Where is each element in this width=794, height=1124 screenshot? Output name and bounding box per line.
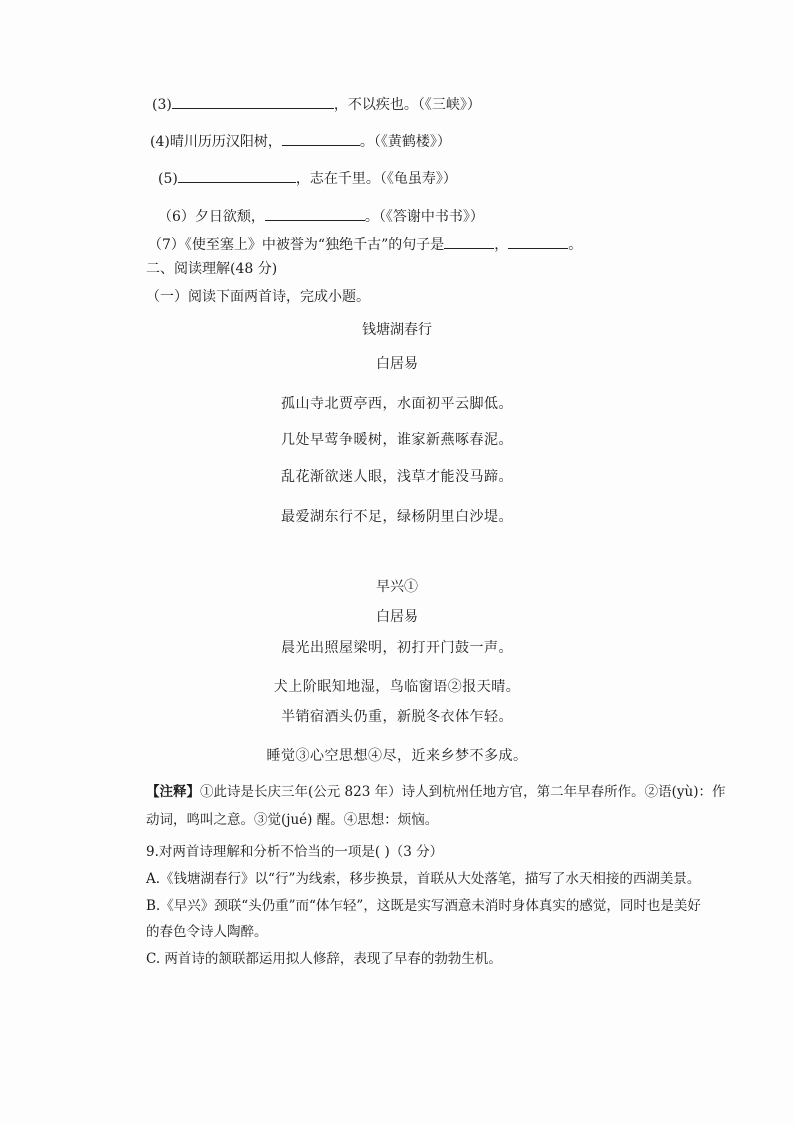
item-text: ，不以疾也。（《三峡》） bbox=[333, 97, 481, 113]
answer-blank[interactable] bbox=[508, 234, 568, 249]
poem2-line: 睡觉③心空思想④尽，近来乡梦不多成。 bbox=[266, 748, 528, 764]
poem2-line: 犬上阶眠知地湿，鸟临窗语②报天晴。 bbox=[273, 679, 521, 695]
sub-section-title: （一）阅读下面两首诗，完成小题。 bbox=[146, 289, 370, 305]
item-number: (4) bbox=[150, 134, 170, 150]
item-text: 。 bbox=[568, 237, 583, 253]
item-text: 晴川历历汉阳树， bbox=[169, 134, 282, 150]
item-number: (5) bbox=[158, 171, 178, 187]
answer-blank[interactable] bbox=[178, 168, 296, 183]
fill-blank-7 bbox=[148, 234, 582, 255]
item-text: 《使至塞上》中被誉为“独绝千古”的句子是 bbox=[184, 237, 445, 253]
answer-blank[interactable] bbox=[282, 131, 360, 146]
poem1-line: 乱花渐欲迷人眼，浅草才能没马蹄。 bbox=[281, 469, 513, 485]
poem2-line: 半销宿酒头仍重，新脱冬衣体乍轻。 bbox=[281, 709, 513, 725]
poem1-line: 孤山寺北贾亭西，水面初平云脚低。 bbox=[281, 396, 513, 412]
item-text: 。（《黄鹤楼》） bbox=[359, 134, 451, 150]
poem2-author: 白居易 bbox=[376, 609, 418, 625]
item-text: 夕日欲颓， bbox=[194, 209, 265, 225]
answer-blank[interactable] bbox=[172, 94, 334, 109]
fill-blank-5 bbox=[158, 168, 457, 189]
option-c[interactable]: C. 两首诗的颔联都运用拟人修辞，表现了早春的勃勃生机。 bbox=[146, 951, 502, 967]
annotation-continued: 动词，鸣叫之意。③觉(jué) 醒。④思想：烦恼。 bbox=[146, 812, 439, 828]
poem1-author: 白居易 bbox=[376, 356, 418, 372]
item-text: ，志在千里。（《龟虽寿》） bbox=[295, 171, 457, 187]
poem2-title: 早兴① bbox=[376, 579, 418, 595]
annotation-label: 【注释】 bbox=[146, 784, 200, 800]
poem1-title: 钱塘湖春行 bbox=[362, 322, 432, 338]
option-a[interactable]: A.《钱塘湖春行》以“行”为线索，移步换景，首联从大处落笔，描写了水天相接的西湖美景。 bbox=[146, 871, 701, 887]
item-number: （7） bbox=[148, 237, 185, 253]
item-text: 。（《答谢中书书》） bbox=[364, 209, 484, 225]
fill-blank-4 bbox=[150, 131, 451, 152]
poem2-line: 晨光出照屋梁明，初打开门鼓一声。 bbox=[281, 640, 513, 656]
option-b[interactable]: B.《早兴》颈联“头仍重”而“体乍轻”，这既是实写酒意未消时身体真实的感觉，同时也是美好 bbox=[146, 898, 701, 914]
option-b-continued: 的春色令诗人陶醉。 bbox=[146, 924, 268, 940]
item-text: ， bbox=[494, 237, 509, 253]
fill-blank-3 bbox=[152, 94, 481, 115]
item-number: （6） bbox=[158, 209, 195, 225]
section-title: 二、阅读理解(48 分) bbox=[146, 261, 278, 277]
item-number: (3) bbox=[152, 97, 172, 113]
annotation-text: ①此诗是长庆三年(公元 823 年）诗人到杭州任地方官，第二年早春所作。②语(yù)：作 bbox=[200, 784, 726, 800]
answer-blank[interactable] bbox=[444, 234, 494, 249]
annotation bbox=[146, 782, 725, 802]
answer-blank[interactable] bbox=[265, 206, 365, 221]
poem1-line: 最爱湖东行不足，绿杨阴里白沙堤。 bbox=[281, 509, 513, 525]
poem1-line: 几处早莺争暖树，谁家新燕啄春泥。 bbox=[281, 432, 513, 448]
question-stem: 9.对两首诗理解和分析不恰当的一项是( )（3 分） bbox=[146, 844, 444, 860]
fill-blank-6 bbox=[158, 206, 484, 227]
